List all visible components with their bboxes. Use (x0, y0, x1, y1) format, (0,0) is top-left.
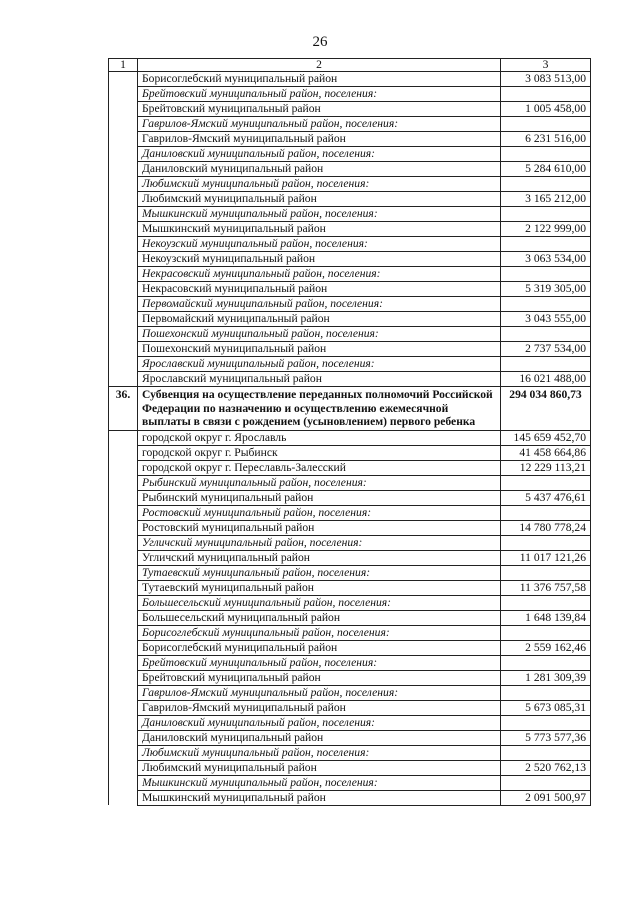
recipient-name: Большесельский муниципальный район (138, 610, 501, 625)
amount-cell (501, 357, 591, 372)
header-col-2: 2 (138, 59, 501, 72)
section-amount: 294 034 860,73 (501, 387, 591, 431)
amount-cell: 3 043 555,00 (501, 312, 591, 327)
amount-cell (501, 625, 591, 640)
table-row (109, 790, 591, 805)
group-heading: Большесельский муниципальный район, поселения: (138, 595, 501, 610)
group-heading: Любимский муниципальный район, поселения: (138, 745, 501, 760)
row-number-cell (109, 700, 138, 715)
amount-cell (501, 505, 591, 520)
amount-cell (501, 655, 591, 670)
row-number-cell (109, 312, 138, 327)
amount-cell (501, 565, 591, 580)
table-row (109, 342, 591, 357)
table-body-top (109, 72, 591, 387)
budget-table (108, 58, 591, 806)
group-heading-row (109, 475, 591, 490)
recipient-name: Мышкинский муниципальный район (138, 790, 501, 805)
recipient-name: Брейтовский муниципальный район (138, 102, 501, 117)
amount-cell: 11 376 757,58 (501, 580, 591, 595)
amount-cell (501, 775, 591, 790)
amount-cell: 11 017 121,26 (501, 550, 591, 565)
group-heading-row (109, 147, 591, 162)
table-row (109, 312, 591, 327)
table-row (109, 445, 591, 460)
recipient-name: городской округ г. Переславль-Залесский (138, 460, 501, 475)
amount-cell: 145 659 452,70 (501, 430, 591, 445)
row-number-cell (109, 580, 138, 595)
row-number-cell (109, 505, 138, 520)
group-heading: Угличский муниципальный район, поселения: (138, 535, 501, 550)
group-heading: Любимский муниципальный район, поселения: (138, 177, 501, 192)
amount-cell: 5 673 085,31 (501, 700, 591, 715)
amount-cell: 2 122 999,00 (501, 222, 591, 237)
amount-cell (501, 535, 591, 550)
recipient-name: городской округ г. Ярославль (138, 430, 501, 445)
row-number-cell (109, 595, 138, 610)
amount-cell (501, 237, 591, 252)
group-heading-row (109, 715, 591, 730)
row-number-cell (109, 655, 138, 670)
group-heading: Брейтовский муниципальный район, поселения: (138, 655, 501, 670)
amount-cell (501, 745, 591, 760)
row-number-cell (109, 132, 138, 147)
recipient-name: Пошехонский муниципальный район (138, 342, 501, 357)
row-number-cell (109, 745, 138, 760)
row-number-cell (109, 177, 138, 192)
recipient-name: городской округ г. Рыбинск (138, 445, 501, 460)
group-heading: Первомайский муниципальный район, поселения: (138, 297, 501, 312)
table-row (109, 490, 591, 505)
group-heading-row (109, 327, 591, 342)
row-number-cell (109, 72, 138, 87)
amount-cell (501, 87, 591, 102)
group-heading: Тутаевский муниципальный район, поселения: (138, 565, 501, 580)
recipient-name: Ростовский муниципальный район (138, 520, 501, 535)
table-row (109, 72, 591, 87)
row-number-cell (109, 520, 138, 535)
group-heading-row (109, 595, 591, 610)
table-row (109, 700, 591, 715)
row-number-cell (109, 490, 138, 505)
table-row (109, 162, 591, 177)
table-body-bottom (109, 430, 591, 805)
table-row (109, 610, 591, 625)
row-number-cell (109, 297, 138, 312)
group-heading-row (109, 177, 591, 192)
recipient-name: Любимский муниципальный район (138, 192, 501, 207)
header-col-3: 3 (501, 59, 591, 72)
group-heading-row (109, 357, 591, 372)
row-number-cell (109, 565, 138, 580)
row-number-cell (109, 192, 138, 207)
group-heading-row (109, 505, 591, 520)
recipient-name: Брейтовский муниципальный район (138, 670, 501, 685)
group-heading-row (109, 535, 591, 550)
group-heading: Гаврилов-Ямский муниципальный район, поселения: (138, 117, 501, 132)
row-number-cell (109, 267, 138, 282)
section-36 (109, 387, 591, 431)
amount-cell: 16 021 488,00 (501, 372, 591, 387)
row-number-cell (109, 715, 138, 730)
table-row (109, 222, 591, 237)
table-row (109, 760, 591, 775)
page-number: 26 (312, 34, 328, 50)
row-number-cell (109, 372, 138, 387)
row-number-cell (109, 685, 138, 700)
amount-cell (501, 297, 591, 312)
amount-cell: 14 780 778,24 (501, 520, 591, 535)
amount-cell: 1 281 309,39 (501, 670, 591, 685)
recipient-name: Любимский муниципальный район (138, 760, 501, 775)
table-row (109, 252, 591, 267)
row-number-cell (109, 252, 138, 267)
row-number-cell (109, 357, 138, 372)
amount-cell: 2 559 162,46 (501, 640, 591, 655)
row-number-cell (109, 222, 138, 237)
row-number-cell (109, 282, 138, 297)
row-number-cell (109, 342, 138, 357)
table-row (109, 460, 591, 475)
amount-cell: 1 648 139,84 (501, 610, 591, 625)
amount-cell (501, 177, 591, 192)
amount-cell: 5 437 476,61 (501, 490, 591, 505)
recipient-name: Гаврилов-Ямский муниципальный район (138, 132, 501, 147)
amount-cell: 3 165 212,00 (501, 192, 591, 207)
table-row (109, 640, 591, 655)
row-number-cell (109, 475, 138, 490)
section-number: 36. (109, 387, 138, 431)
recipient-name: Первомайский муниципальный район (138, 312, 501, 327)
recipient-name: Даниловский муниципальный район (138, 730, 501, 745)
group-heading-row (109, 775, 591, 790)
row-number-cell (109, 775, 138, 790)
amount-cell: 41 458 664,86 (501, 445, 591, 460)
recipient-name: Борисоглебский муниципальный район (138, 640, 501, 655)
group-heading: Ярославский муниципальный район, поселения: (138, 357, 501, 372)
group-heading-row (109, 117, 591, 132)
row-number-cell (109, 430, 138, 445)
row-number-cell (109, 207, 138, 222)
amount-cell (501, 267, 591, 282)
amount-cell: 5 773 577,36 (501, 730, 591, 745)
amount-cell: 6 231 516,00 (501, 132, 591, 147)
table-row (109, 282, 591, 297)
group-heading-row (109, 625, 591, 640)
group-heading-row (109, 685, 591, 700)
table-row (109, 132, 591, 147)
group-heading: Пошехонский муниципальный район, поселения: (138, 327, 501, 342)
recipient-name: Ярославский муниципальный район (138, 372, 501, 387)
group-heading: Некоузский муниципальный район, поселения: (138, 237, 501, 252)
group-heading-row (109, 87, 591, 102)
recipient-name: Некоузский муниципальный район (138, 252, 501, 267)
amount-cell (501, 327, 591, 342)
table-row (109, 730, 591, 745)
amount-cell: 3 083 513,00 (501, 72, 591, 87)
row-number-cell (109, 327, 138, 342)
group-heading-row (109, 745, 591, 760)
group-heading: Мышкинский муниципальный район, поселения: (138, 207, 501, 222)
amount-cell (501, 475, 591, 490)
group-heading: Борисоглебский муниципальный район, поселения: (138, 625, 501, 640)
amount-cell: 5 284 610,00 (501, 162, 591, 177)
table-row (109, 520, 591, 535)
recipient-name: Тутаевский муниципальный район (138, 580, 501, 595)
amount-cell (501, 207, 591, 222)
amount-cell (501, 117, 591, 132)
row-number-cell (109, 760, 138, 775)
table-row (109, 430, 591, 445)
row-number-cell (109, 535, 138, 550)
row-number-cell (109, 460, 138, 475)
amount-cell: 2 091 500,97 (501, 790, 591, 805)
amount-cell (501, 715, 591, 730)
row-number-cell (109, 147, 138, 162)
amount-cell (501, 595, 591, 610)
row-number-cell (109, 730, 138, 745)
recipient-name: Мышкинский муниципальный район (138, 222, 501, 237)
amount-cell: 5 319 305,00 (501, 282, 591, 297)
row-number-cell (109, 625, 138, 640)
row-number-cell (109, 445, 138, 460)
recipient-name: Угличский муниципальный район (138, 550, 501, 565)
amount-cell (501, 685, 591, 700)
row-number-cell (109, 237, 138, 252)
table-row (109, 372, 591, 387)
recipient-name: Борисоглебский муниципальный район (138, 72, 501, 87)
group-heading: Даниловский муниципальный район, поселения: (138, 715, 501, 730)
group-heading: Ростовский муниципальный район, поселения: (138, 505, 501, 520)
row-number-cell (109, 87, 138, 102)
recipient-name: Даниловский муниципальный район (138, 162, 501, 177)
row-number-cell (109, 790, 138, 805)
row-number-cell (109, 640, 138, 655)
group-heading-row (109, 267, 591, 282)
row-number-cell (109, 550, 138, 565)
amount-cell: 3 063 534,00 (501, 252, 591, 267)
row-number-cell (109, 670, 138, 685)
group-heading: Рыбинский муниципальный район, поселения: (138, 475, 501, 490)
group-heading-row (109, 655, 591, 670)
row-number-cell (109, 117, 138, 132)
group-heading-row (109, 297, 591, 312)
recipient-name: Некрасовский муниципальный район (138, 282, 501, 297)
table-row (109, 102, 591, 117)
header-col-1: 1 (109, 59, 138, 72)
group-heading-row (109, 237, 591, 252)
table-header-row (109, 59, 591, 72)
amount-cell (501, 147, 591, 162)
group-heading: Мышкинский муниципальный район, поселения: (138, 775, 501, 790)
table-row (109, 550, 591, 565)
table-row (109, 580, 591, 595)
amount-cell: 2 520 762,13 (501, 760, 591, 775)
group-heading: Даниловский муниципальный район, поселения: (138, 147, 501, 162)
group-heading-row (109, 565, 591, 580)
table-row (109, 670, 591, 685)
group-heading-row (109, 207, 591, 222)
amount-cell: 12 229 113,21 (501, 460, 591, 475)
section-row (109, 387, 591, 431)
group-heading: Гаврилов-Ямский муниципальный район, поселения: (138, 685, 501, 700)
group-heading: Некрасовский муниципальный район, поселения: (138, 267, 501, 282)
row-number-cell (109, 162, 138, 177)
amount-cell: 2 737 534,00 (501, 342, 591, 357)
row-number-cell (109, 610, 138, 625)
row-number-cell (109, 102, 138, 117)
amount-cell: 1 005 458,00 (501, 102, 591, 117)
group-heading: Брейтовский муниципальный район, поселения: (138, 87, 501, 102)
table-row (109, 192, 591, 207)
recipient-name: Гаврилов-Ямский муниципальный район (138, 700, 501, 715)
recipient-name: Рыбинский муниципальный район (138, 490, 501, 505)
section-title: Субвенция на осуществление переданных полномочий Российской Федерации по назначению и осуществлению ежемесячной выплаты в связи с рождением (усыновлением) первого ребенка (138, 387, 501, 431)
